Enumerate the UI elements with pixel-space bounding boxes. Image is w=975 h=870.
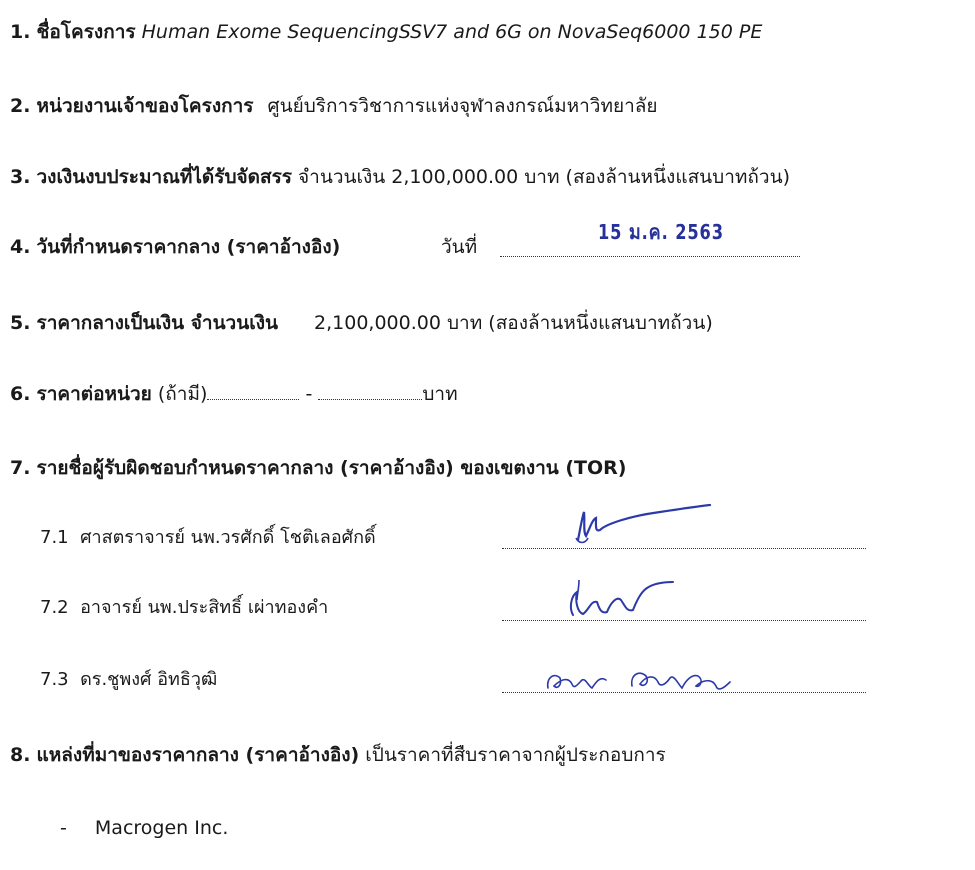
owner-agency-label: หน่วยงานเจ้าของโครงการ <box>36 95 254 117</box>
source-bullet: - <box>60 817 67 839</box>
member-name: ดร.ชูพงศ์ อิทธิวุฒิ <box>80 669 218 690</box>
owner-agency-value: ศูนย์บริการวิชาการแห่งจุฬาลงกรณ์มหาวิทยาลัย <box>267 95 658 117</box>
item-8 <box>10 742 666 768</box>
project-name-label: ชื่อโครงการ <box>36 21 136 43</box>
item-3 <box>10 164 790 190</box>
project-name-value: Human Exome SequencingSSV7 and 6G on NovaSeq6000 150 PE <box>141 21 763 43</box>
signature-1-image <box>570 500 720 550</box>
price-source-value: เป็นราคาที่สืบราคาจากผู้ประกอบการ <box>365 744 666 766</box>
unit-price-dash: - <box>305 383 313 405</box>
member-number: 7.1 <box>40 527 69 548</box>
date-prefix: วันที่ <box>441 236 478 258</box>
unit-price-paren: (ถ้ามี) <box>157 383 208 405</box>
item-7 <box>10 455 626 481</box>
item-number: 7. <box>10 457 31 479</box>
signature-2-image <box>555 570 685 625</box>
item-number: 8. <box>10 744 31 766</box>
reference-date-label: วันที่กำหนดราคากลาง (ราคาอ้างอิง) <box>36 236 341 258</box>
budget-label: วงเงินงบประมาณที่ได้รับจัดสรร <box>36 166 292 188</box>
median-price-value: 2,100,000.00 บาท (สองล้านหนึ่งแสนบาทถ้วน) <box>314 312 713 334</box>
item-number: 4. <box>10 236 31 258</box>
member-number: 7.2 <box>40 597 69 618</box>
member-row-3 <box>40 668 217 692</box>
item-5 <box>10 310 713 336</box>
item-number: 2. <box>10 95 31 117</box>
price-source-label: แหล่งที่มาของราคากลาง (ราคาอ้างอิง) <box>36 744 360 766</box>
item-1 <box>10 19 762 45</box>
item-2 <box>10 93 658 119</box>
member-row-2 <box>40 596 328 620</box>
item-number: 1. <box>10 21 31 43</box>
signature-3-image <box>540 662 760 698</box>
unit-price-label: ราคาต่อหน่วย <box>36 383 152 405</box>
item-number: 3. <box>10 166 31 188</box>
item-6 <box>10 381 458 407</box>
member-name: อาจารย์ นพ.ประสิทธิ์ เผ่าทองคำ <box>80 597 329 618</box>
responsible-persons-label: รายชื่อผู้รับผิดชอบกำหนดราคากลาง (ราคาอ้างอิง) ของเขตงาน (TOR) <box>36 457 627 479</box>
unit-price-unit: บาท <box>422 383 458 405</box>
item-4 <box>10 234 340 260</box>
unit-price-dots-1 <box>207 399 299 400</box>
date-dotted-line <box>500 256 800 257</box>
member-number: 7.3 <box>40 669 69 690</box>
unit-price-dots-2 <box>318 399 422 400</box>
source-name: Macrogen Inc. <box>94 817 229 839</box>
budget-value: จำนวนเงิน 2,100,000.00 บาท (สองล้านหนึ่งแสนบาทถ้วน) <box>298 166 790 188</box>
median-price-label: ราคากลางเป็นเงิน จำนวนเงิน <box>36 312 278 334</box>
member-row-1 <box>40 526 376 550</box>
item-number: 6. <box>10 383 31 405</box>
member-name: ศาสตราจารย์ นพ.วรศักดิ์ โชติเลอศักดิ์ <box>80 527 376 548</box>
item-number: 5. <box>10 312 31 334</box>
date-stamp: 15 ม.ค. 2563 <box>598 220 724 244</box>
source-list-item <box>60 816 228 840</box>
